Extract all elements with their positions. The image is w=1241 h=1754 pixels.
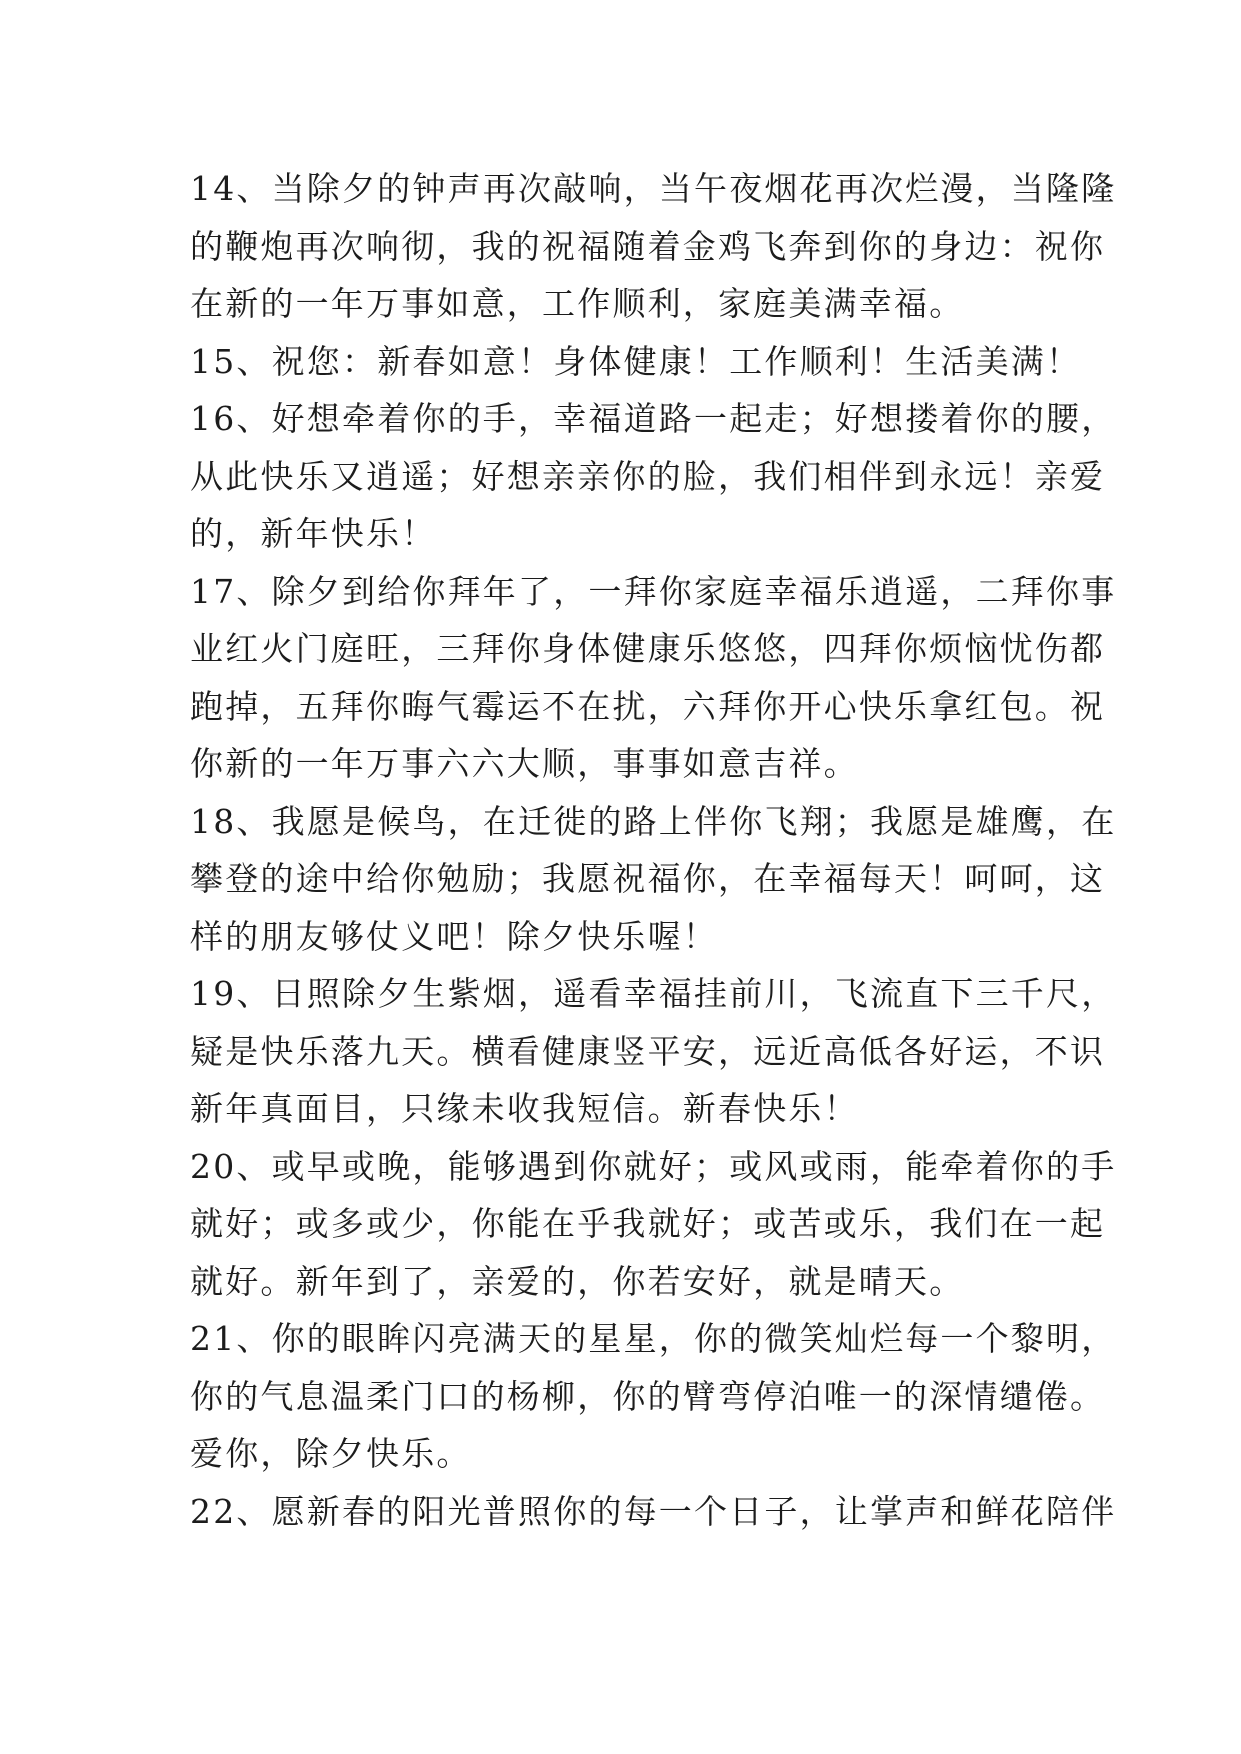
text-line: 从此快乐又逍遥；好想亲亲你的脸，我们相伴到永远！亲爱 <box>190 456 1106 496</box>
text-line: 业红火门庭旺，三拜你身体健康乐悠悠，四拜你烦恼忧伤都 <box>190 629 1106 668</box>
text-line: 疑是快乐落九天。横看健康竖平安，远近高低各好运，不识 <box>190 1031 1106 1071</box>
text-line: 就好。新年到了，亲爱的，你若安好，就是晴天。 <box>190 1261 965 1301</box>
text-line: 19、日照除夕生紫烟，遥看幸福挂前川，飞流直下三千尺， <box>190 974 1117 1013</box>
text-line: 22、愿新春的阳光普照你的每一个日子，让掌声和鲜花陪伴 <box>190 1491 1117 1531</box>
text-line: 样的朋友够仗义吧！除夕快乐喔！ <box>190 916 718 956</box>
document-body-text <box>190 160 1117 1540</box>
text-line: 你新的一年万事六六大顺，事事如意吉祥。 <box>190 744 859 783</box>
text-line: 就好；或多或少，你能在乎我就好；或苦或乐，我们在一起 <box>190 1204 1106 1243</box>
text-line: 跑掉，五拜你晦气霉运不在扰，六拜你开心快乐拿红包。祝 <box>190 686 1106 726</box>
text-line: 你的气息温柔门口的杨柳，你的臂弯停泊唯一的深情缱倦。 <box>190 1376 1106 1416</box>
text-line: 21、你的眼眸闪亮满天的星星，你的微笑灿烂每一个黎明， <box>190 1319 1117 1358</box>
text-line: 17、除夕到给你拜年了，一拜你家庭幸福乐逍遥，二拜你事 <box>190 571 1117 611</box>
text-line: 18、我愿是候鸟，在迁徙的路上伴你飞翔；我愿是雄鹰，在 <box>190 801 1117 841</box>
text-line: 15、祝您：新春如意！身体健康！工作顺利！生活美满！ <box>190 341 1082 381</box>
text-line: 在新的一年万事如意，工作顺利，家庭美满幸福。 <box>190 284 965 323</box>
text-line: 新年真面目，只缘未收我短信。新春快乐！ <box>190 1089 859 1128</box>
text-line: 攀登的途中给你勉励；我愿祝福你，在幸福每天！呵呵，这 <box>190 859 1106 898</box>
text-line: 14、当除夕的钟声再次敲响，当午夜烟花再次烂漫，当隆隆 <box>190 169 1117 208</box>
text-line: 的，新年快乐！ <box>190 514 437 553</box>
text-line: 爱你，除夕快乐。 <box>190 1434 472 1473</box>
text-line: 16、好想牵着你的手，幸福道路一起走；好想搂着你的腰， <box>190 399 1117 438</box>
text-line: 的鞭炮再次响彻，我的祝福随着金鸡飞奔到你的身边：祝你 <box>190 226 1106 266</box>
text-line: 20、或早或晚，能够遇到你就好；或风或雨，能牵着你的手 <box>190 1146 1117 1186</box>
